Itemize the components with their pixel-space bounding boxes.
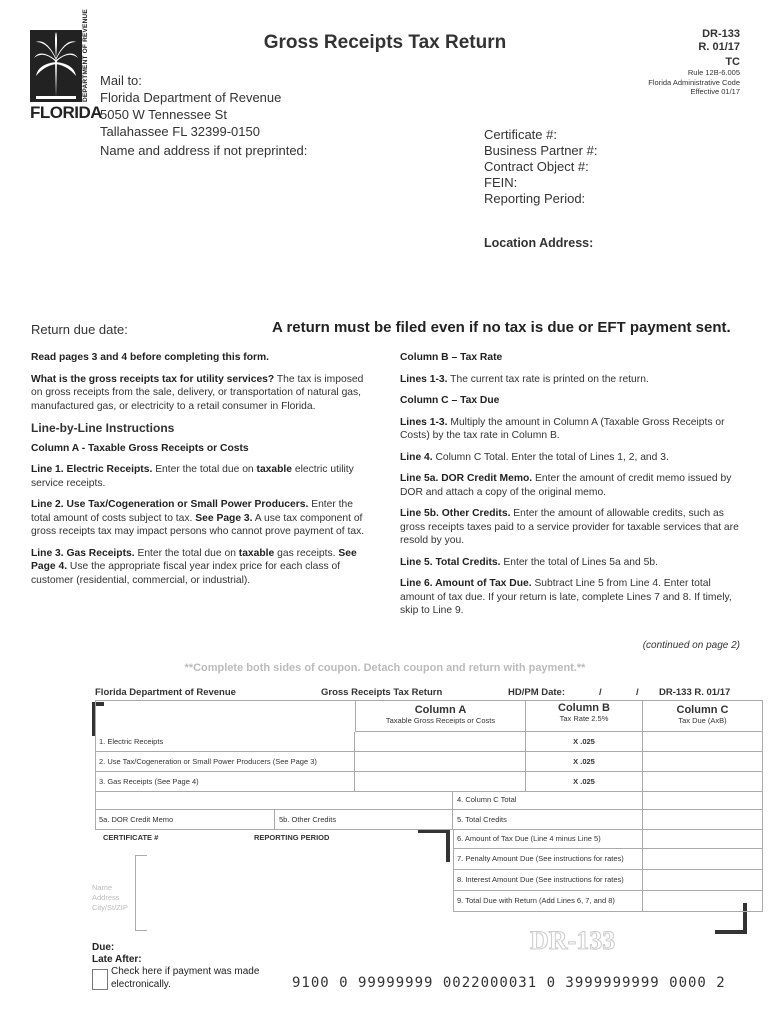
- return-due-date-label: Return due date:: [31, 322, 128, 337]
- col-c-sub: Tax Due (AxB): [678, 716, 727, 725]
- continued-note: (continued on page 2): [642, 640, 740, 651]
- col-a-sub: Taxable Gross Receipts or Costs: [385, 716, 496, 725]
- row-6-label: 6. Amount of Tax Due (Line 4 minus Line 5): [453, 829, 643, 849]
- line-5a-instruction: Line 5a. DOR Credit Memo. Enter the amount of credit memo issued by DOR and attach a copy of the original memo.: [400, 473, 732, 498]
- form-number: DR-133: [702, 28, 740, 40]
- row-3-col-c-input[interactable]: [643, 772, 763, 792]
- row-2-col-c-input[interactable]: [643, 752, 763, 772]
- must-file-notice: A return must be filed even if no tax is due or EFT payment sent.: [272, 319, 731, 336]
- instructions-right-column: [400, 351, 740, 618]
- form-code: TC: [725, 56, 740, 68]
- effective-text: Effective 01/17: [690, 87, 740, 96]
- column-c-heading: Column C – Tax Due: [400, 395, 500, 406]
- electronic-payment-label: [111, 966, 259, 991]
- certificate-number-label: CERTIFICATE #: [103, 833, 159, 842]
- form-id-block: [698, 28, 740, 69]
- row-2-label: 2. Use Tax/Cogeneration or Small Power Producers (See Page 3): [95, 752, 355, 772]
- row-3-rate: X .025: [526, 772, 643, 792]
- row-9-input[interactable]: [643, 891, 763, 912]
- column-b-lines-1-3: Lines 1-3. The current tax rate is printed on the return.: [400, 373, 649, 385]
- row-3-label: 3. Gas Receipts (See Page 4): [95, 772, 355, 792]
- instructions-left-column: [31, 351, 371, 587]
- col-c-header: [643, 700, 763, 732]
- line-4-instruction: Line 4. Column C Total. Enter the total of Lines 1, 2, and 3.: [400, 451, 669, 463]
- department-of-revenue-vertical-text: DEPARTMENT OF REVENUE: [82, 9, 89, 102]
- late-after-label: Late After:: [92, 954, 142, 965]
- corner-bracket-bottom-right-h: [715, 930, 747, 934]
- line-by-line-heading: Line-by-Line Instructions: [31, 421, 175, 435]
- due-label: Due:: [92, 942, 115, 953]
- line-6-instruction: Line 6. Amount of Tax Due. Subtract Line 5 from Line 4. Enter total amount of tax due. If your return is late, complete Lines 7 and 8. If timely, skip to Line 9.: [400, 578, 732, 616]
- row-5-label: 5. Total Credits: [453, 810, 643, 830]
- read-pages-note: Read pages 3 and 4 before completing this form.: [31, 352, 270, 363]
- dr-133-watermark: DR-133: [530, 926, 616, 955]
- row-4-input[interactable]: [643, 791, 763, 810]
- column-b-heading: Column B – Tax Rate: [400, 352, 503, 363]
- row-8-label: 8. Interest Amount Due (See instructions for rates): [453, 870, 643, 891]
- coupon-title: Gross Receipts Tax Return: [321, 687, 443, 698]
- check-line-2: electronically.: [111, 978, 171, 990]
- address-bracket-left: [135, 855, 136, 931]
- what-is-paragraph: What is the gross receipts tax for utility services? The tax is imposed on gross receipts from the sale, delivery, or transportation of natural gas, manufactured gas, or electricity to a retail consumer in Florida.: [31, 373, 364, 412]
- row-4-label: 4. Column C Total: [453, 791, 643, 810]
- line-2-instruction: Line 2. Use Tax/Cogeneration or Small Power Producers. Enter the total amount of costs subject to tax. See Page 3. A use tax component of gross receipts tax may impact persons who cannot prove payment of tax.: [31, 499, 365, 537]
- row-7-label: 7. Penalty Amount Due (See instructions for rates): [453, 849, 643, 870]
- mail-to-label: Mail to:: [100, 73, 142, 88]
- form-revision: R. 01/17: [698, 41, 740, 53]
- row-5a-field[interactable]: 5a. DOR Credit Memo: [95, 810, 275, 830]
- florida-wordmark: FLORIDA: [30, 103, 103, 122]
- reporting-period-label-coupon: REPORTING PERIOD: [254, 833, 330, 842]
- mail-line-2: 5050 W Tennessee St: [100, 107, 227, 122]
- rule-block: [648, 68, 740, 97]
- row-9-label: 9. Total Due with Return (Add Lines 6, 7, and 8): [453, 891, 643, 912]
- florida-dor-logo: [30, 9, 103, 122]
- col-b-title: Column B: [558, 702, 610, 714]
- row-1-rate: X .025: [526, 732, 643, 752]
- rule-text: Rule 12B-6.005: [687, 68, 740, 77]
- column-c-lines-1-3: Lines 1-3. Multiply the amount in Column A (Taxable Gross Receipts or Costs) by the tax rate in Column B.: [400, 416, 725, 441]
- row-1-col-c-input[interactable]: [643, 732, 763, 752]
- ghost-name: Name: [92, 883, 113, 892]
- admin-code-text: Florida Administrative Code: [648, 77, 740, 87]
- col-c-title: Column C: [676, 704, 729, 716]
- address-bracket-top: [135, 855, 147, 856]
- col-a-header: [355, 700, 526, 732]
- line-5-instruction: Line 5. Total Credits. Enter the total of Lines 5a and 5b.: [400, 556, 658, 568]
- line-3-instruction: Line 3. Gas Receipts. Enter the total due on taxable gas receipts. See Page 4. Use the appropriate fiscal year index price for each class of customer (residential, commercial, or industrial).: [31, 547, 357, 586]
- col-b-header: [526, 700, 643, 732]
- row-2-rate: X .025: [526, 752, 643, 772]
- check-line-1: Check here if payment was made: [111, 966, 260, 977]
- col-b-sub: Tax Rate 2.5%: [559, 714, 609, 723]
- ghost-address: Address: [92, 893, 120, 902]
- certificate-label: Certificate #:: [484, 127, 557, 142]
- row-4-spacer: [95, 791, 453, 810]
- date-slash-2: /: [636, 687, 639, 698]
- row-6-input[interactable]: [643, 829, 763, 849]
- mail-to-block: [100, 72, 281, 140]
- fein-label: FEIN:: [484, 175, 518, 190]
- corner-bracket-mid-v: [446, 829, 450, 862]
- coupon-form-rev: DR-133 R. 01/17: [659, 687, 731, 698]
- electronic-payment-checkbox[interactable]: [92, 969, 108, 990]
- ghost-address-block: [92, 883, 128, 913]
- row-7-input[interactable]: [643, 849, 763, 870]
- row-8-input[interactable]: [643, 870, 763, 891]
- mail-line-3: Tallahassee FL 32399-0150: [100, 124, 260, 139]
- address-bracket-bottom: [135, 930, 147, 931]
- row-2-col-a-input[interactable]: [355, 752, 526, 772]
- ghost-city: City/St/ZIP: [92, 903, 128, 912]
- hd-pm-date-label: HD/PM Date:: [508, 687, 566, 698]
- line-5b-instruction: Line 5b. Other Credits. Enter the amount of allowable credits, such as gross receipts taxes paid to a service provider for taxable services that are resold by you.: [400, 508, 739, 546]
- row-5b-field[interactable]: 5b. Other Credits: [275, 810, 453, 830]
- date-slash-1: /: [599, 687, 602, 698]
- coupon-note: **Complete both sides of coupon. Detach coupon and return with payment.**: [184, 662, 586, 674]
- name-address-label: Name and address if not preprinted:: [100, 143, 308, 158]
- form-title: Gross Receipts Tax Return: [263, 32, 507, 53]
- scanline-code: 9100 0 99999999 0022000031 0 3999999999 0000 2: [292, 975, 726, 991]
- reporting-period-label: Reporting Period:: [484, 191, 586, 206]
- business-partner-label: Business Partner #:: [484, 143, 598, 158]
- line-1-instruction: Line 1. Electric Receipts. Enter the total due on taxable electric utility service receipts.: [31, 464, 354, 489]
- row-1-label: 1. Electric Receipts: [95, 732, 355, 752]
- row-3-col-a-input[interactable]: [355, 772, 526, 792]
- row-5-input[interactable]: [643, 810, 763, 830]
- mail-line-1: Florida Department of Revenue: [100, 90, 282, 105]
- col-a-title: Column A: [414, 704, 467, 716]
- coupon-dept: Florida Department of Revenue: [95, 687, 236, 698]
- row-1-col-a-input[interactable]: [355, 732, 526, 752]
- location-address-label: Location Address:: [484, 236, 594, 250]
- contract-object-label: Contract Object #:: [484, 159, 589, 174]
- identifier-block: [484, 127, 597, 207]
- column-a-heading: Column A - Taxable Gross Receipts or Costs: [31, 442, 249, 454]
